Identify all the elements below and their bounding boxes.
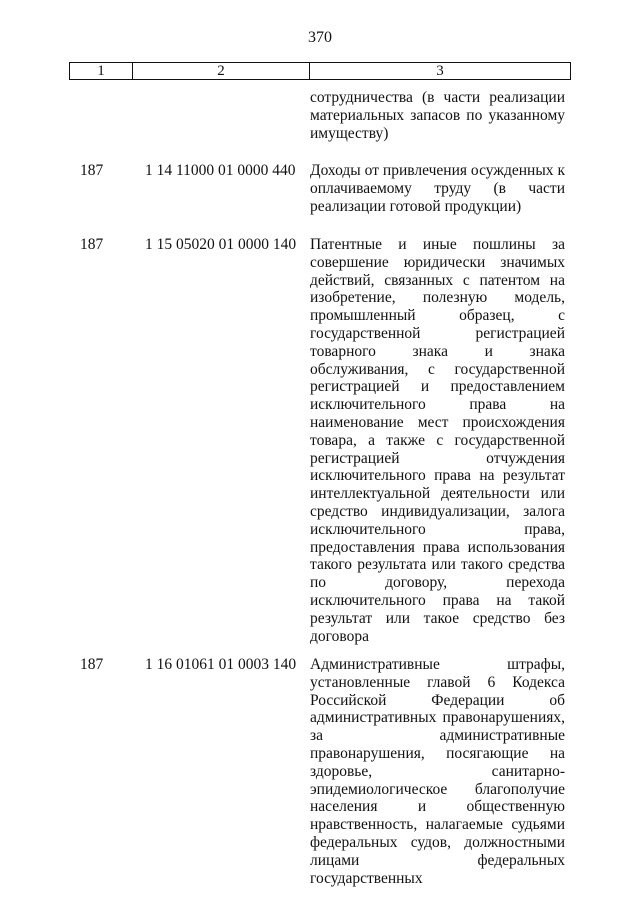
column-header-3: 3	[310, 63, 571, 80]
income-description: Доходы от привлечения осужденных к оплачиваемому труду (в части реализации готовой продукции)	[310, 162, 565, 215]
continuation-text: сотрудничества (в части реализации материальных запасов по указанному имуществу)	[310, 89, 565, 142]
kbk-code: 1 16 01061 01 0003 140	[145, 656, 297, 673]
kbk-code: 1 15 05020 01 0000 140	[145, 236, 297, 253]
column-header-table	[69, 62, 571, 80]
admin-code: 187	[80, 656, 104, 673]
admin-code: 187	[80, 236, 104, 253]
income-description: Патентные и иные пошлины за совершение юридически значимых действий, связанных с патентом на изобретение, полезную модель, промышленный образец, с государственной регистрацией товарного знака и знака обслуживания, с государственной регистрацией и предоставлением исключительного права на наименование мест происхождения товара, а также с государственной регистрацией отчуждения исключительного права на результат интеллектуальной деятельности или средство индивидуализации, залога исключительного права, предоставления права использования такого результата или такого средства по договору, перехода исключительного права на такой результат или такое средство без договора	[310, 236, 565, 645]
column-header-1: 1	[70, 63, 133, 80]
kbk-code: 1 14 11000 01 0000 440	[145, 162, 296, 179]
income-description: Административные штрафы, установленные главой 6 Кодекса Российской Федерации об административных правонарушениях, за административные правонарушения, посягающие на здоровье, санитарно-эпидемиологическое благополучие населения и общественную нравственность, налагаемые судьями федеральных судов, должностными лицами федеральных государственных	[310, 656, 565, 887]
column-header-2: 2	[133, 63, 310, 80]
admin-code: 187	[80, 162, 104, 179]
page-number: 370	[308, 29, 332, 46]
